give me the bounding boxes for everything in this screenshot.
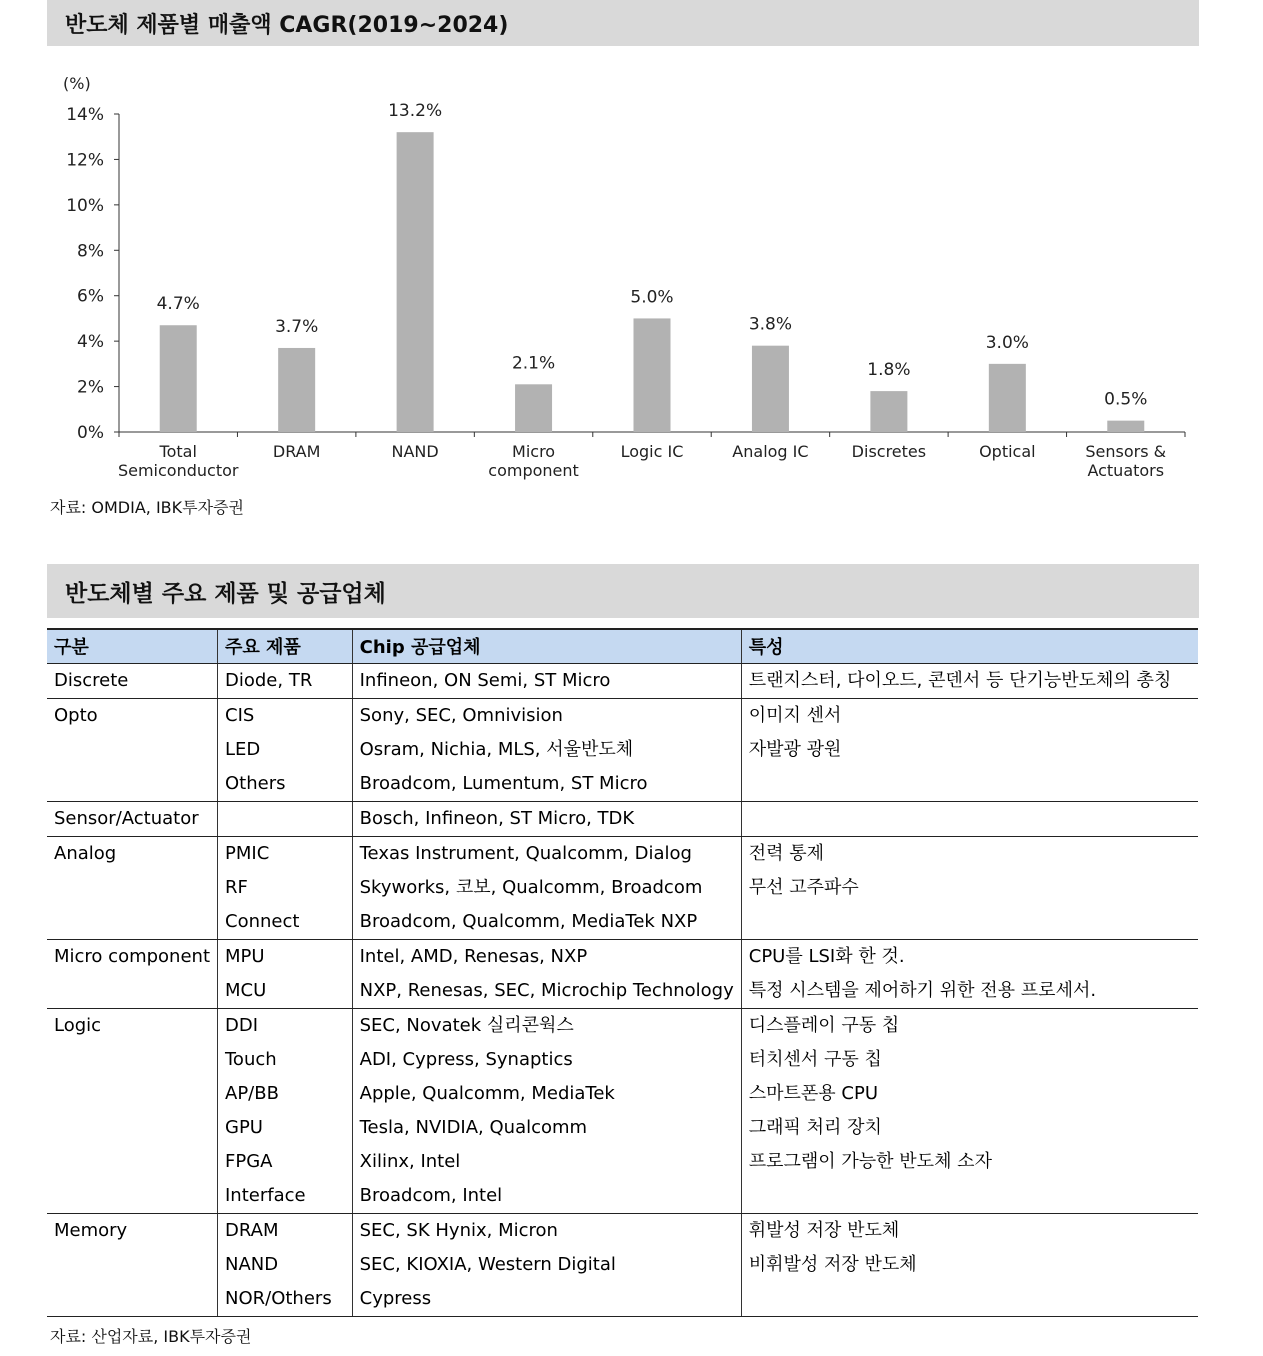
suppliers-cell xyxy=(352,663,741,698)
category-cell xyxy=(47,939,218,1008)
suppliers-cell xyxy=(352,836,741,939)
category-cell xyxy=(47,698,218,801)
suppliers-text: Sony, SEC, Omnivision xyxy=(359,704,563,726)
table-title: 반도체별 주요 제품 및 공급업체 xyxy=(47,564,1199,618)
x-category-label: Actuators xyxy=(1087,461,1165,480)
feature-cell xyxy=(741,698,1198,801)
bar xyxy=(752,346,789,432)
category-label: Discrete xyxy=(54,669,129,691)
bar-value-label: 4.7% xyxy=(156,294,200,315)
product-text: DRAM xyxy=(225,1219,279,1241)
category-label: Analog xyxy=(54,842,117,864)
table-row xyxy=(47,1213,1198,1316)
feature-cell xyxy=(741,663,1198,698)
suppliers-text: ADI, Cypress, Synaptics xyxy=(359,1048,573,1070)
bar xyxy=(278,348,315,432)
suppliers-text: Broadcom, Intel xyxy=(359,1184,503,1206)
x-category-label: DRAM xyxy=(272,442,321,461)
suppliers-text: NXP, Renesas, SEC, Microchip Technology xyxy=(359,979,734,1001)
feature-cell xyxy=(741,801,1198,836)
suppliers-cell xyxy=(352,939,741,1008)
header-product: 주요 제품 xyxy=(218,629,353,663)
feature-text: 휘발성 저장 반도체 xyxy=(748,1219,900,1241)
x-category-label: Optical xyxy=(979,442,1036,461)
feature-text: 터치센서 구동 칩 xyxy=(748,1048,882,1070)
product-text: CIS xyxy=(225,704,255,726)
feature-cell xyxy=(741,939,1198,1008)
category-cell xyxy=(47,836,218,939)
product-cell xyxy=(218,836,353,939)
feature-text: 전력 통제 xyxy=(748,842,825,864)
x-category-label: Semiconductor xyxy=(117,461,239,480)
product-text: RF xyxy=(225,876,248,898)
bar xyxy=(397,132,434,432)
x-category-label: Micro xyxy=(512,442,556,461)
table-row xyxy=(47,698,1198,801)
product-text xyxy=(225,802,345,836)
bar xyxy=(160,325,197,432)
header-category: 구분 xyxy=(47,629,218,663)
suppliers-text: Infineon, ON Semi, ST Micro xyxy=(359,669,611,691)
feature-text: 디스플레이 구동 칩 xyxy=(748,1014,900,1036)
bar-value-label: 13.2% xyxy=(388,101,443,122)
y-tick-label: 12% xyxy=(66,150,104,171)
bar-value-label: 2.1% xyxy=(511,353,556,374)
product-text: Touch xyxy=(225,1048,277,1070)
y-unit-label: (%) xyxy=(63,74,91,93)
feature-text xyxy=(749,767,1191,801)
bar-value-label: 0.5% xyxy=(1104,389,1148,410)
header-feature: 특성 xyxy=(741,629,1198,663)
x-category-label: component xyxy=(488,461,579,480)
feature-text: 자발광 광원 xyxy=(748,738,842,760)
category-cell xyxy=(47,663,218,698)
category-label: Memory xyxy=(54,1219,128,1241)
product-text: PMIC xyxy=(225,842,270,864)
suppliers-text: Texas Instrument, Qualcomm, Dialog xyxy=(359,842,692,864)
feature-text: 이미지 센서 xyxy=(748,704,842,726)
feature-text: 프로그램이 가능한 반도체 소자 xyxy=(748,1150,992,1172)
suppliers-text: SEC, Novatek 실리콘웍스 xyxy=(359,1014,574,1036)
suppliers-text: Cypress xyxy=(359,1287,432,1309)
y-tick-label: 10% xyxy=(66,195,104,216)
category-cell xyxy=(47,1008,218,1213)
product-cell xyxy=(218,698,353,801)
feature-text: 비휘발성 저장 반도체 xyxy=(748,1253,917,1275)
feature-text: 특정 시스템을 제어하기 위한 전용 프로세서. xyxy=(748,979,1097,1001)
product-text: Diode, TR xyxy=(225,669,313,691)
suppliers-text: Skyworks, 코보, Qualcomm, Broadcom xyxy=(359,876,703,898)
table-header-row xyxy=(47,629,1198,663)
x-category-label: Sensors & xyxy=(1085,442,1167,461)
feature-text xyxy=(749,1282,1191,1316)
suppliers-cell xyxy=(352,1008,741,1213)
product-cell xyxy=(218,801,353,836)
y-tick-label: 6% xyxy=(77,286,104,307)
suppliers-text: Apple, Qualcomm, MediaTek xyxy=(359,1082,615,1104)
product-text: Interface xyxy=(225,1184,306,1206)
bar-value-label: 3.0% xyxy=(985,332,1029,353)
table-row xyxy=(47,836,1198,939)
feature-cell xyxy=(741,1008,1198,1213)
bar xyxy=(1107,421,1144,432)
bar-value-label: 3.8% xyxy=(748,314,793,335)
table-row xyxy=(47,939,1198,1008)
x-category-label: Discretes xyxy=(851,442,927,461)
header-suppliers: Chip 공급업체 xyxy=(352,629,741,663)
suppliers-text: Intel, AMD, Renesas, NXP xyxy=(359,945,588,967)
y-tick-label: 2% xyxy=(77,377,104,398)
feature-text: 트랜지스터, 다이오드, 콘덴서 등 단기능반도체의 총칭 xyxy=(748,669,1172,691)
product-text: NAND xyxy=(225,1253,279,1275)
product-cell xyxy=(218,663,353,698)
suppliers-text: Broadcom, Lumentum, ST Micro xyxy=(359,772,648,794)
cagr-bar-chart xyxy=(0,60,1263,490)
y-tick-label: 4% xyxy=(77,332,104,353)
suppliers-text: Xilinx, Intel xyxy=(359,1150,461,1172)
category-cell xyxy=(47,1213,218,1316)
feature-text: 그래픽 처리 장치 xyxy=(748,1116,882,1138)
table-row xyxy=(47,801,1198,836)
feature-text xyxy=(749,905,1191,939)
products-table xyxy=(47,628,1198,1317)
product-text: LED xyxy=(225,738,261,760)
product-cell xyxy=(218,939,353,1008)
x-category-label: NAND xyxy=(391,442,439,461)
bar-value-label: 1.8% xyxy=(867,360,911,381)
feature-cell xyxy=(741,836,1198,939)
suppliers-text: SEC, SK Hynix, Micron xyxy=(359,1219,558,1241)
chart-source: 자료: OMDIA, IBK투자증권 xyxy=(50,498,244,517)
x-category-label: Logic IC xyxy=(620,442,684,461)
product-text: NOR/Others xyxy=(225,1287,332,1309)
feature-cell xyxy=(741,1213,1198,1316)
product-cell xyxy=(218,1008,353,1213)
table-row xyxy=(47,663,1198,698)
y-tick-label: 8% xyxy=(77,241,104,262)
category-label: Logic xyxy=(54,1014,102,1036)
y-tick-label: 0% xyxy=(77,423,104,443)
table-row xyxy=(47,1008,1198,1213)
category-label: Opto xyxy=(54,704,98,726)
table-source: 자료: 산업자료, IBK투자증권 xyxy=(50,1327,252,1346)
feature-text: 스마트폰용 CPU xyxy=(748,1082,879,1104)
product-text: DDI xyxy=(225,1014,259,1036)
category-label: Sensor/Actuator xyxy=(54,807,199,829)
product-cell xyxy=(218,1213,353,1316)
product-text: MCU xyxy=(225,979,267,1001)
product-text: AP/BB xyxy=(225,1082,279,1104)
x-category-label: Total xyxy=(159,442,197,461)
bar-value-label: 5.0% xyxy=(630,287,674,308)
product-text: GPU xyxy=(225,1116,263,1138)
suppliers-text: Broadcom, Qualcomm, MediaTek NXP xyxy=(359,910,698,932)
bar xyxy=(515,384,552,432)
feature-text xyxy=(749,802,1191,836)
suppliers-cell xyxy=(352,801,741,836)
feature-text: CPU를 LSI화 한 것. xyxy=(748,945,905,967)
category-label: Micro component xyxy=(54,945,210,967)
bar-value-label: 3.7% xyxy=(275,316,319,337)
bar xyxy=(989,364,1026,432)
product-text: Others xyxy=(225,772,286,794)
product-text: Connect xyxy=(225,910,300,932)
suppliers-cell xyxy=(352,1213,741,1316)
bar xyxy=(870,391,907,432)
suppliers-text: SEC, KIOXIA, Western Digital xyxy=(359,1253,616,1275)
suppliers-text: Bosch, Infineon, ST Micro, TDK xyxy=(359,807,635,829)
suppliers-text: Tesla, NVIDIA, Qualcomm xyxy=(359,1116,588,1138)
feature-text: 무선 고주파수 xyxy=(748,876,859,898)
suppliers-text: Osram, Nichia, MLS, 서울반도체 xyxy=(359,738,634,760)
feature-text xyxy=(749,1179,1191,1213)
category-cell xyxy=(47,801,218,836)
product-text: MPU xyxy=(225,945,265,967)
y-tick-label: 14% xyxy=(66,105,104,125)
product-text: FPGA xyxy=(225,1150,273,1172)
bar xyxy=(634,318,671,432)
suppliers-cell xyxy=(352,698,741,801)
chart-title: 반도체 제품별 매출액 CAGR(2019~2024) xyxy=(47,0,1199,46)
x-category-label: Analog IC xyxy=(732,442,809,461)
